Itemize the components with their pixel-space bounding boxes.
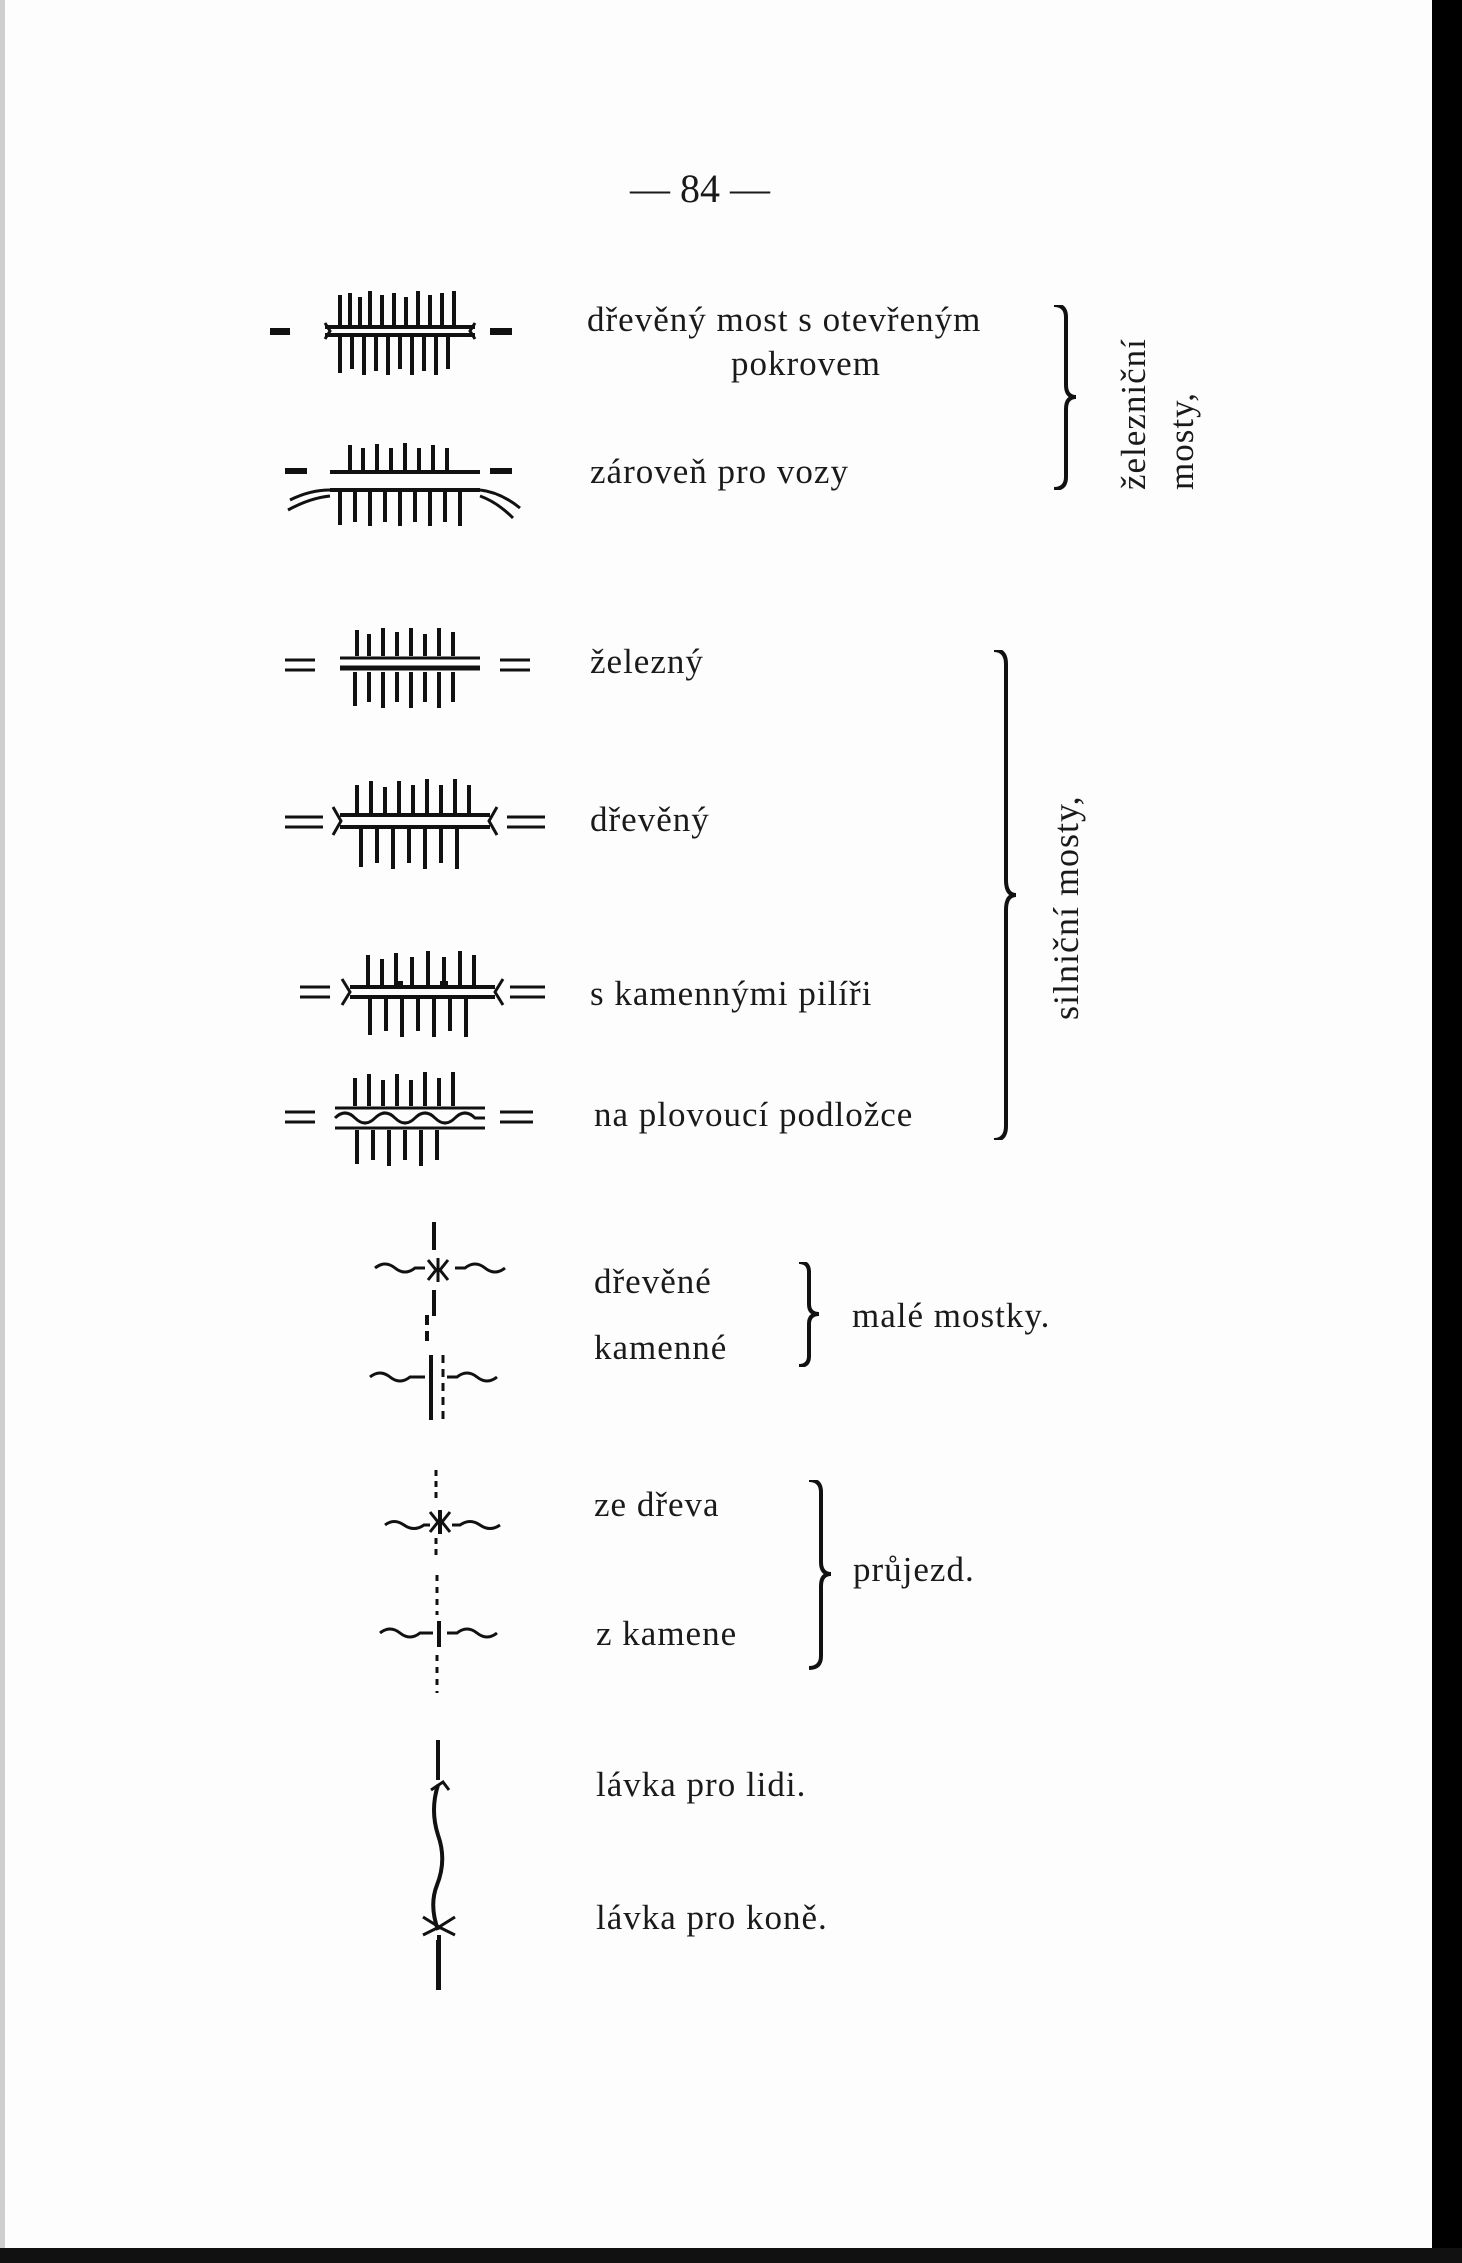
iron-bridge-icon [285,620,545,710]
label-floating-bridge: na plovoucí podložce [594,1095,914,1134]
brace-culvert [805,1480,835,1670]
group-small-bridges: malé mostky. [852,1296,1051,1335]
label-wooden-culvert: ze dřeva [594,1485,720,1524]
group-road-bridges: silniční mosty, [1046,795,1086,1020]
label-wooden-bridge: dřevěný [590,800,710,839]
brace-railway [1050,305,1080,490]
wooden-culvert-icon [380,1470,510,1560]
railway-wooden-bridge-icon [270,285,530,385]
scan-edge-right [1432,0,1462,2263]
stone-pillar-bridge-icon [300,945,550,1045]
railway-road-bridge-icon [285,440,535,535]
group-railway-bridges: železniční mosty, [1114,338,1201,490]
scan-edge-left [0,0,5,2263]
label-railway-wooden-1: dřevěný most s otevřeným [587,300,982,339]
horse-footbridge-icon [405,1895,475,1995]
scan-edge-bottom [0,2248,1462,2263]
label-small-stone: kamenné [594,1328,728,1367]
stone-culvert-icon [375,1575,515,1695]
label-stone-culvert: z kamene [596,1614,738,1653]
brace-small [795,1262,825,1367]
label-horse-footbridge: lávka pro koně. [596,1898,828,1937]
small-wooden-bridge-icon [370,1220,510,1320]
brace-road [990,650,1020,1140]
page-number: — 84 — [630,166,770,211]
floating-bridge-icon [285,1068,545,1168]
label-railway-wooden-2: pokrovem [731,344,881,383]
label-iron-bridge: železný [590,642,704,681]
label-footbridge: lávka pro lidi. [596,1765,807,1804]
small-stone-bridge-icon [365,1315,510,1425]
label-stone-pillar-bridge: s kamennými pilíři [590,974,873,1013]
label-railway-road: zároveň pro vozy [590,452,849,491]
group-culvert: průjezd. [853,1550,975,1589]
wooden-bridge-icon [285,775,550,875]
label-small-wooden: dřevěné [594,1262,712,1301]
